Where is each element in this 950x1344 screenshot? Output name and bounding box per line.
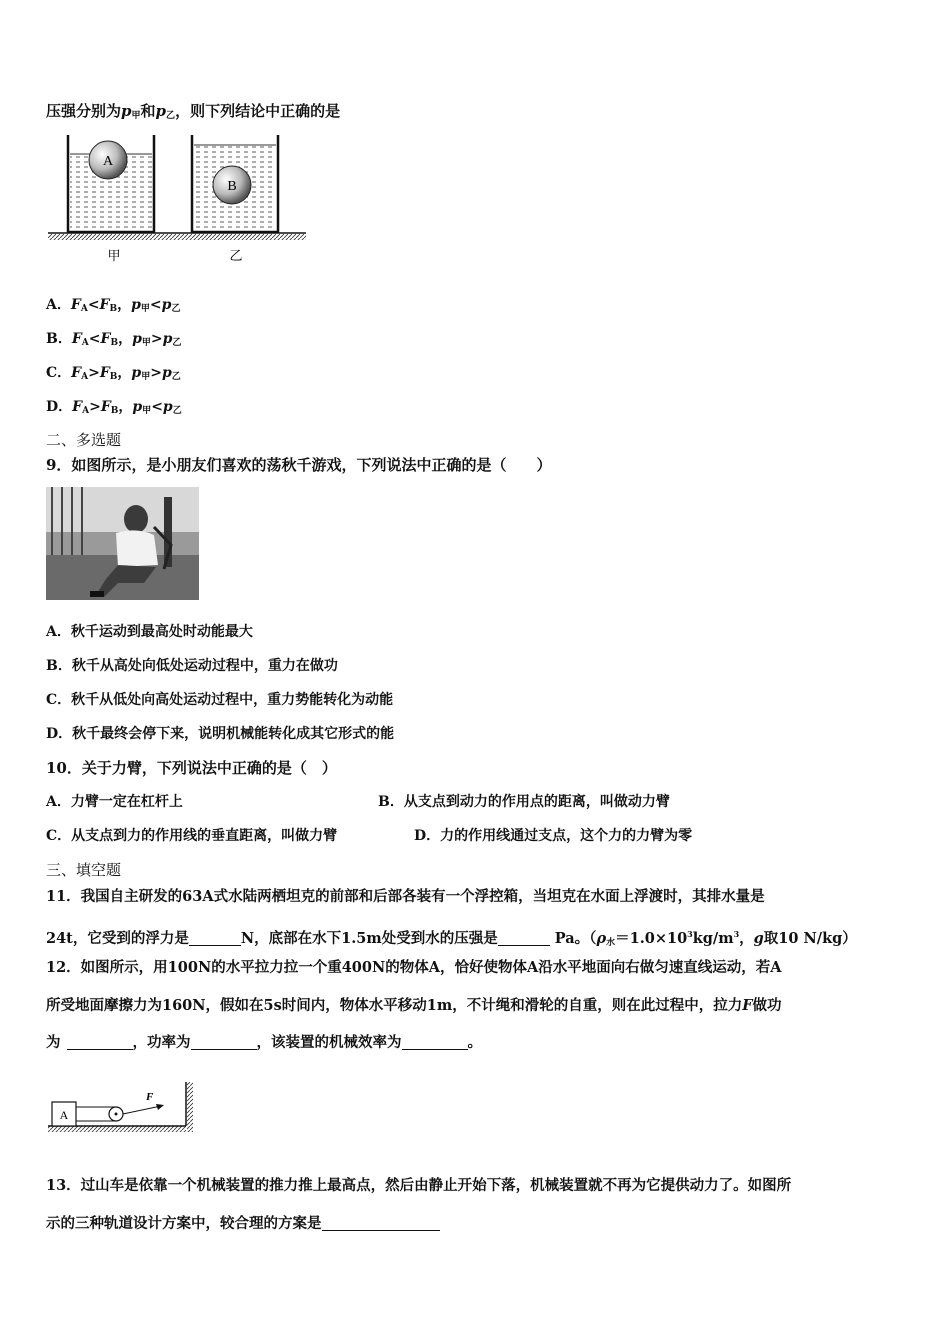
box-a-label: A xyxy=(59,1108,69,1122)
q8-option-d: D．$F_A>F_B$，$p_甲<p_乙$ xyxy=(46,399,182,416)
q12-blank-power[interactable] xyxy=(191,1033,257,1050)
label-yi: 乙 xyxy=(229,249,243,264)
q11-blank-buoyancy[interactable] xyxy=(189,929,241,946)
q12-pulley-figure xyxy=(46,1078,196,1140)
q11-line-1: 11．我国自主研发的63A式水陆两栖坦克的前部和后部各装有一个浮控箱，当坦克在水面上浮渡时，其排水量是 xyxy=(46,888,765,905)
section-heading-multiple-choice: 二、多选题 xyxy=(46,431,122,449)
q8-option-c: C．$F_A>F_B$，$p_甲>p_乙$ xyxy=(46,365,181,382)
swing-photo xyxy=(46,487,199,600)
q9-option-b: B．秋千从高处向低处运动过程中，重力在做功 xyxy=(46,658,338,674)
q12-line-1: 12．如图所示，用100N的水平拉力拉一个重400N的物体A，恰好使物体A沿水平地面向右做匀速直线运动，若A xyxy=(46,959,782,976)
q10-stem: 10．关于力臂，下列说法中正确的是（ ） xyxy=(46,759,337,777)
q12-blank-work[interactable] xyxy=(67,1033,133,1050)
ball-a-label: A xyxy=(102,154,114,169)
q10-option-c: C．从支点到力的作用线的垂直距离，叫做力臂 xyxy=(46,828,338,844)
section-heading-fill-in: 三、填空题 xyxy=(46,861,122,879)
q12-blank-efficiency[interactable] xyxy=(402,1033,468,1050)
q9-option-a: A．秋千运动到最高处时动能最大 xyxy=(46,624,253,640)
q12-line-2: 所受地面摩擦力为160N，假如在5s时间内，物体水平移动1m，不计绳和滑轮的自重，则在此过程中，拉力F做功 xyxy=(46,997,782,1014)
q9-option-d: D．秋千最终会停下来，说明机械能转化成其它形式的能 xyxy=(46,726,395,742)
q8-containers-figure xyxy=(44,130,314,265)
ground-hatch xyxy=(48,234,306,240)
q8-stem: 压强分别为$p_甲$和$p_乙$，则下列结论中正确的是 xyxy=(46,102,341,121)
q10-option-a: A．力臂一定在杠杆上 xyxy=(46,794,183,810)
q8-option-a: A．$F_A<F_B$，$p_甲<p_乙$ xyxy=(46,297,181,314)
q13-line-2: 示的三种轨道设计方案中，较合理的方案是 xyxy=(46,1214,440,1234)
q9-option-c: C．秋千从低处向高处运动过程中，重力势能转化为动能 xyxy=(46,692,394,708)
q11-blank-pressure[interactable] xyxy=(498,929,550,946)
label-jia: 甲 xyxy=(107,249,121,264)
q13-line-1: 13．过山车是依靠一个机械装置的推力推上最高点，然后由静止开始下落，机械装置就不再为它提供动力了。如图所 xyxy=(46,1177,792,1194)
q12-line-3: 为 ，功率为 ，该装置的机械效率为 。 xyxy=(46,1034,482,1051)
q10-option-d: D．力的作用线通过支点，这个力的力臂为零 xyxy=(414,828,693,844)
q8-option-b: B．$F_A<F_B$，$p_甲>p_乙$ xyxy=(46,331,182,348)
q11-line-2: 24t，它受到的浮力是 N，底部在水下1.5m处受到水的压强是 Pa。（$\rho_水=1.0\times 10^3kg/m^3$，g取10 N/kg） xyxy=(46,929,857,948)
q13-blank-answer[interactable] xyxy=(322,1214,440,1231)
ball-b-label: B xyxy=(227,179,237,194)
q10-option-b: B．从支点到动力的作用点的距离，叫做动力臂 xyxy=(378,794,670,810)
force-label: F xyxy=(146,1091,154,1103)
q9-stem: 9．如图所示，是小朋友们喜欢的荡秋千游戏，下列说法中正确的是（ ） xyxy=(46,456,552,474)
